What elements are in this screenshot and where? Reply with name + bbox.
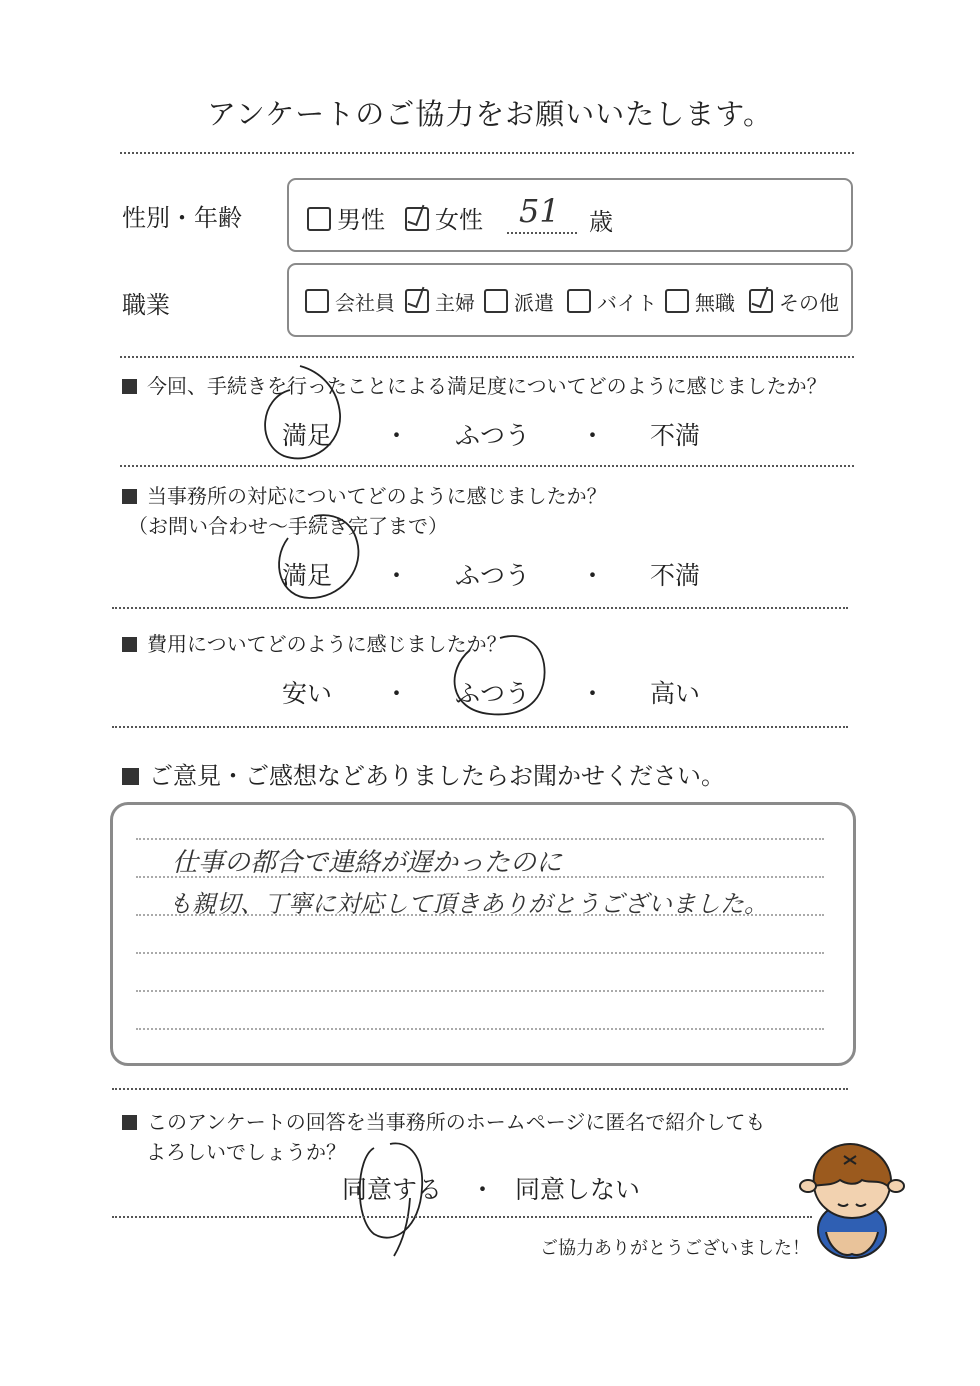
male-checkbox[interactable]: [307, 207, 331, 231]
checkbox[interactable]: [405, 289, 429, 313]
gender-age-label: 性別・年齢: [122, 204, 242, 232]
disagree-choice[interactable]: 同意しない: [515, 1175, 641, 1204]
divider: [112, 1216, 812, 1218]
occupation-option[interactable]: [305, 287, 395, 316]
female-label: 女性: [435, 206, 483, 234]
publish-question: [122, 1106, 765, 1135]
checkbox[interactable]: [567, 289, 591, 313]
occupation-option[interactable]: [749, 287, 839, 316]
occupation-label: 職業: [122, 291, 170, 319]
publish-question-line2: よろしいでしょうか？: [146, 1140, 346, 1164]
q3-choice-1[interactable]: 安い: [282, 679, 333, 708]
q3-selection-circle: [440, 630, 560, 730]
prompt-text: ご意見・ご感想などありましたらお聞かせください。: [149, 762, 725, 790]
checkbox[interactable]: [305, 289, 329, 313]
ruled-line: [136, 990, 824, 992]
question-text: このアンケートの回答を当事務所のホームページに匿名で紹介しても: [147, 1110, 766, 1134]
question-text: 当事務所の対応についてどのように感じましたか？: [147, 484, 607, 508]
q1-choice-1[interactable]: 満足: [282, 421, 333, 450]
occupation-option[interactable]: [567, 287, 657, 316]
checkbox[interactable]: [484, 289, 508, 313]
divider: [112, 1088, 848, 1090]
separator: ・: [580, 561, 606, 590]
square-bullet-icon: [122, 768, 139, 785]
option-label: 派遣: [514, 291, 554, 315]
option-label: 会社員: [335, 291, 395, 315]
gender-female-option[interactable]: [405, 200, 483, 235]
gender-male-option[interactable]: [307, 200, 385, 235]
ruled-line: [136, 952, 824, 954]
question-1: [122, 370, 827, 399]
age-unit: 歳: [589, 208, 613, 236]
separator: ・: [580, 421, 606, 450]
separator: ・: [384, 421, 410, 450]
question-2-subtext: （お問い合わせ～手続き完了まで）: [128, 514, 448, 538]
question-text: 費用についてどのように感じましたか？: [147, 632, 507, 656]
female-checkbox[interactable]: [405, 207, 429, 231]
question-text: 今回、手続きを行ったことによる満足度についてどのように感じましたか？: [147, 374, 827, 398]
question-2: [122, 480, 607, 509]
comments-prompt: [122, 756, 725, 791]
q2-choice-1[interactable]: 満足: [282, 561, 333, 590]
age-underline: [507, 232, 577, 234]
comment-line-2: も親切、丁寧に対応して頂きありがとうございました。: [168, 890, 768, 918]
option-label: 無職: [695, 291, 735, 315]
q3-choice-3[interactable]: 高い: [650, 679, 701, 708]
male-label: 男性: [337, 206, 385, 234]
divider: [112, 726, 848, 728]
q1-choice-2[interactable]: ふつう: [455, 421, 531, 450]
bowing-mascot-icon: [800, 1140, 904, 1262]
occupation-option[interactable]: [665, 287, 735, 316]
publish-selection-circle: [350, 1138, 440, 1258]
checkbox[interactable]: [749, 289, 773, 313]
option-label: 主婦: [435, 291, 475, 315]
square-bullet-icon: [122, 1115, 137, 1130]
thanks-message: ご協力ありがとうございました！: [540, 1238, 810, 1259]
option-label: バイト: [597, 291, 657, 315]
checkbox[interactable]: [665, 289, 689, 313]
separator: ・: [384, 561, 410, 590]
q1-choice-3[interactable]: 不満: [650, 421, 701, 450]
occupation-option[interactable]: [405, 287, 475, 316]
page-title: アンケートのご協力をお願いいたします。: [207, 97, 773, 131]
q2-choice-3[interactable]: 不満: [650, 561, 701, 590]
occupation-box: [287, 263, 853, 337]
ruled-line: [136, 1028, 824, 1030]
ruled-line: [136, 838, 824, 840]
separator: ・: [580, 679, 606, 708]
gender-age-box: [287, 178, 853, 252]
divider: [120, 152, 854, 154]
option-label: その他: [779, 291, 839, 315]
divider: [120, 356, 854, 358]
separator: ・: [384, 679, 410, 708]
square-bullet-icon: [122, 637, 137, 652]
q1-selection-circle: [250, 364, 360, 464]
divider: [120, 465, 854, 467]
q2-choice-2[interactable]: ふつう: [455, 561, 531, 590]
square-bullet-icon: [122, 489, 137, 504]
divider: [112, 607, 848, 609]
occupation-option[interactable]: [484, 287, 554, 316]
separator: ・: [470, 1175, 496, 1204]
agree-choice[interactable]: 同意する: [342, 1175, 443, 1204]
square-bullet-icon: [122, 379, 137, 394]
q2-selection-circle: [266, 512, 376, 612]
comment-line-1: 仕事の都合で連絡が遅かったのに: [172, 848, 563, 878]
age-value[interactable]: 51: [519, 192, 560, 230]
q3-choice-2[interactable]: ふつう: [455, 679, 531, 708]
